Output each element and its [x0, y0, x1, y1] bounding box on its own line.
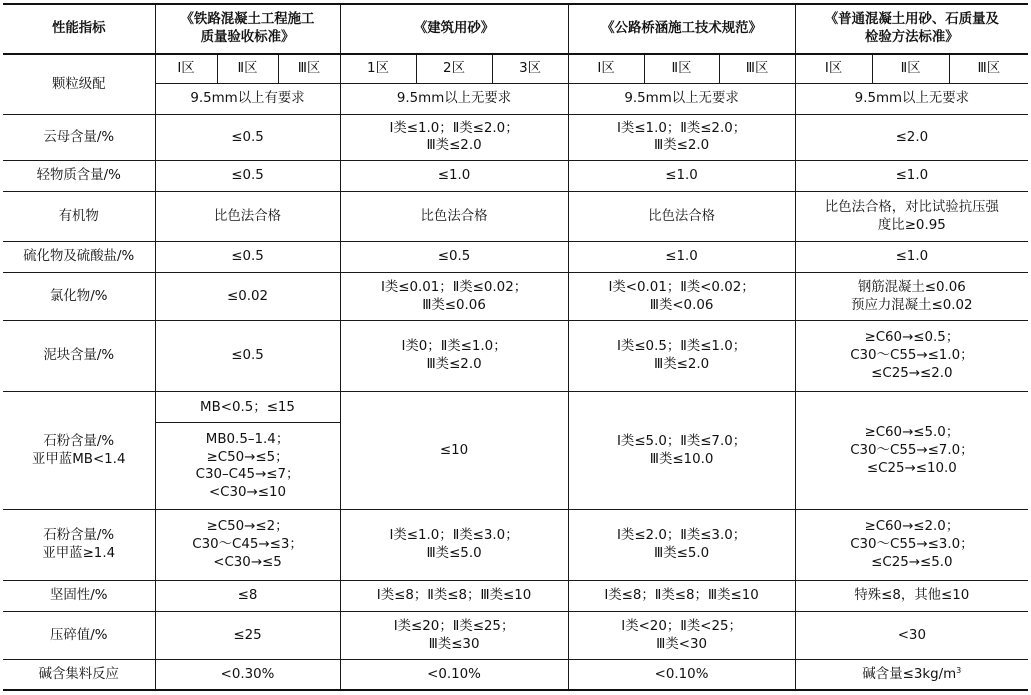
cell-soundness-ordinary: 特殊≤8，其他≤10 [795, 580, 1028, 611]
cell-crushing-railway: ≤25 [155, 611, 340, 659]
header-ordinary-concrete-standard: 《普通混凝土用砂、石质量及 检验方法标准》 [795, 4, 1028, 54]
cell-light-building: ≤1.0 [340, 160, 568, 191]
header-railway-standard: 《铁路混凝土工程施工 质量验收标准》 [155, 4, 340, 54]
alkali-ordinary-superscript: 3 [956, 665, 962, 675]
cell-stone-high-highway: Ⅰ类≤2.0；Ⅱ类≤3.0； Ⅲ类≤5.0 [568, 510, 795, 581]
cell-light-railway: ≤0.5 [155, 160, 340, 191]
grading-note-ordinary: 9.5mm以上无要求 [795, 84, 1028, 115]
grading-zones-row [3, 54, 1028, 83]
row-label-alkali: 碱含集料反应 [3, 660, 155, 690]
cell-mica-railway: ≤0.5 [155, 115, 340, 160]
light-matter-row [3, 160, 1028, 191]
cell-crushing-ordinary: <30 [795, 611, 1028, 659]
cell-stone-low-railway-mb05: MB<0.5；≤15 [155, 392, 340, 423]
cell-light-highway: ≤1.0 [568, 160, 795, 191]
sand-specification-table [3, 3, 1028, 691]
header-property: 性能指标 [3, 4, 155, 54]
grading-zone: Ⅱ区 [217, 54, 278, 83]
grading-note-highway: 9.5mm以上无要求 [568, 84, 795, 115]
cell-chloride-railway: ≤0.02 [155, 273, 340, 320]
cell-sulfide-highway: ≤1.0 [568, 242, 795, 273]
grading-zone: Ⅲ区 [949, 54, 1028, 83]
cell-clay-building: Ⅰ类0；Ⅱ类≤1.0； Ⅲ类≤2.0 [340, 320, 568, 392]
row-label-chloride: 氯化物/% [3, 273, 155, 320]
cell-sulfide-ordinary: ≤1.0 [795, 242, 1028, 273]
cell-mica-ordinary: ≤2.0 [795, 115, 1028, 160]
grading-zone: Ⅱ区 [644, 54, 719, 83]
cell-clay-railway: ≤0.5 [155, 320, 340, 392]
cell-soundness-highway: Ⅰ类≤8；Ⅱ类≤8；Ⅲ类≤10 [568, 580, 795, 611]
grading-note-building: 9.5mm以上无要求 [340, 84, 568, 115]
row-label-soundness: 坚固性/% [3, 580, 155, 611]
grading-zone: 1区 [340, 54, 416, 83]
cell-stone-high-ordinary: ≥C60→≤2.0； C30～C55→≤3.0； ≤C25→≤5.0 [795, 510, 1028, 581]
alkali-row [3, 660, 1028, 690]
chloride-row [3, 273, 1028, 320]
grading-zone: Ⅲ区 [278, 54, 340, 83]
cell-stone-low-railway-mb14: MB0.5–1.4； ≥C50→≤5； C30–C45→≤7； <C30→≤10 [155, 423, 340, 510]
cell-stone-high-railway: ≥C50→≤2； C30～C45→≤3； <C30→≤5 [155, 510, 340, 581]
header-row [3, 4, 1028, 54]
cell-alkali-ordinary [795, 660, 1028, 690]
soundness-row [3, 580, 1028, 611]
crushing-row [3, 611, 1028, 659]
cell-chloride-highway: Ⅰ类<0.01；Ⅱ类<0.02； Ⅲ类<0.06 [568, 273, 795, 320]
row-label-sulfide: 硫化物及硫酸盐/% [3, 242, 155, 273]
row-label-light-matter: 轻物质含量/% [3, 160, 155, 191]
cell-organic-railway: 比色法合格 [155, 191, 340, 241]
cell-crushing-highway: Ⅰ类<20；Ⅱ类<25； Ⅲ类<30 [568, 611, 795, 659]
cell-light-ordinary: ≤1.0 [795, 160, 1028, 191]
row-label-mica: 云母含量/% [3, 115, 155, 160]
cell-organic-highway: 比色法合格 [568, 191, 795, 241]
cell-clay-ordinary: ≥C60→≤0.5； C30～C55→≤1.0； ≤C25→≤2.0 [795, 320, 1028, 392]
grading-zone: Ⅰ区 [568, 54, 644, 83]
cell-alkali-highway: <0.10% [568, 660, 795, 690]
cell-crushing-building: Ⅰ类≤20；Ⅱ类≤25； Ⅲ类≤30 [340, 611, 568, 659]
cell-mica-highway: Ⅰ类≤1.0；Ⅱ类≤2.0； Ⅲ类≤2.0 [568, 115, 795, 160]
cell-alkali-railway: <0.30% [155, 660, 340, 690]
stone-powder-high-row [3, 510, 1028, 581]
cell-chloride-ordinary: 钢筋混凝土≤0.06 预应力混凝土≤0.02 [795, 273, 1028, 320]
cell-soundness-railway: ≤8 [155, 580, 340, 611]
cell-organic-ordinary: 比色法合格，对比试验抗压强 度比≥0.95 [795, 191, 1028, 241]
grading-zone: 3区 [492, 54, 568, 83]
cell-stone-low-ordinary: ≥C60→≤5.0； C30～C55→≤7.0； ≤C25→≤10.0 [795, 392, 1028, 510]
row-label-organic: 有机物 [3, 191, 155, 241]
grading-zone: Ⅱ区 [872, 54, 949, 83]
cell-organic-building: 比色法合格 [340, 191, 568, 241]
row-label-crushing: 压碎值/% [3, 611, 155, 659]
row-label-grading: 颗粒级配 [3, 54, 155, 114]
cell-stone-low-highway: Ⅰ类≤5.0；Ⅱ类≤7.0； Ⅲ类≤10.0 [568, 392, 795, 510]
mica-row [3, 115, 1028, 160]
row-label-stone-powder-low: 石粉含量/% 亚甲蓝MB<1.4 [3, 392, 155, 510]
grading-zone: Ⅲ区 [719, 54, 795, 83]
organic-row [3, 191, 1028, 241]
cell-mica-building: Ⅰ类≤1.0；Ⅱ类≤2.0； Ⅲ类≤2.0 [340, 115, 568, 160]
header-building-sand-standard: 《建筑用砂》 [340, 4, 568, 54]
cell-soundness-building: Ⅰ类≤8；Ⅱ类≤8；Ⅲ类≤10 [340, 580, 568, 611]
cell-sulfide-building: ≤0.5 [340, 242, 568, 273]
cell-stone-low-building: ≤10 [340, 392, 568, 510]
grading-zone: 2区 [416, 54, 492, 83]
clay-row [3, 320, 1028, 392]
cell-chloride-building: Ⅰ类≤0.01；Ⅱ类≤0.02； Ⅲ类≤0.06 [340, 273, 568, 320]
header-highway-bridge-standard: 《公路桥涵施工技术规范》 [568, 4, 795, 54]
cell-stone-high-building: Ⅰ类≤1.0；Ⅱ类≤3.0； Ⅲ类≤5.0 [340, 510, 568, 581]
cell-alkali-building: <0.10% [340, 660, 568, 690]
row-label-stone-powder-high: 石粉含量/% 亚甲蓝≥1.4 [3, 510, 155, 581]
grading-zone: Ⅰ区 [155, 54, 217, 83]
sulfide-row [3, 242, 1028, 273]
cell-sulfide-railway: ≤0.5 [155, 242, 340, 273]
row-label-clay: 泥块含量/% [3, 320, 155, 392]
cell-clay-highway: Ⅰ类≤0.5；Ⅱ类≤1.0； Ⅲ类≤2.0 [568, 320, 795, 392]
grading-notes-row [3, 84, 1028, 115]
alkali-ordinary-text: 碱含量≤3kg/m [862, 666, 957, 682]
grading-zone: Ⅰ区 [795, 54, 872, 83]
stone-powder-low-row [3, 392, 1028, 423]
grading-note-railway: 9.5mm以上有要求 [155, 84, 340, 115]
